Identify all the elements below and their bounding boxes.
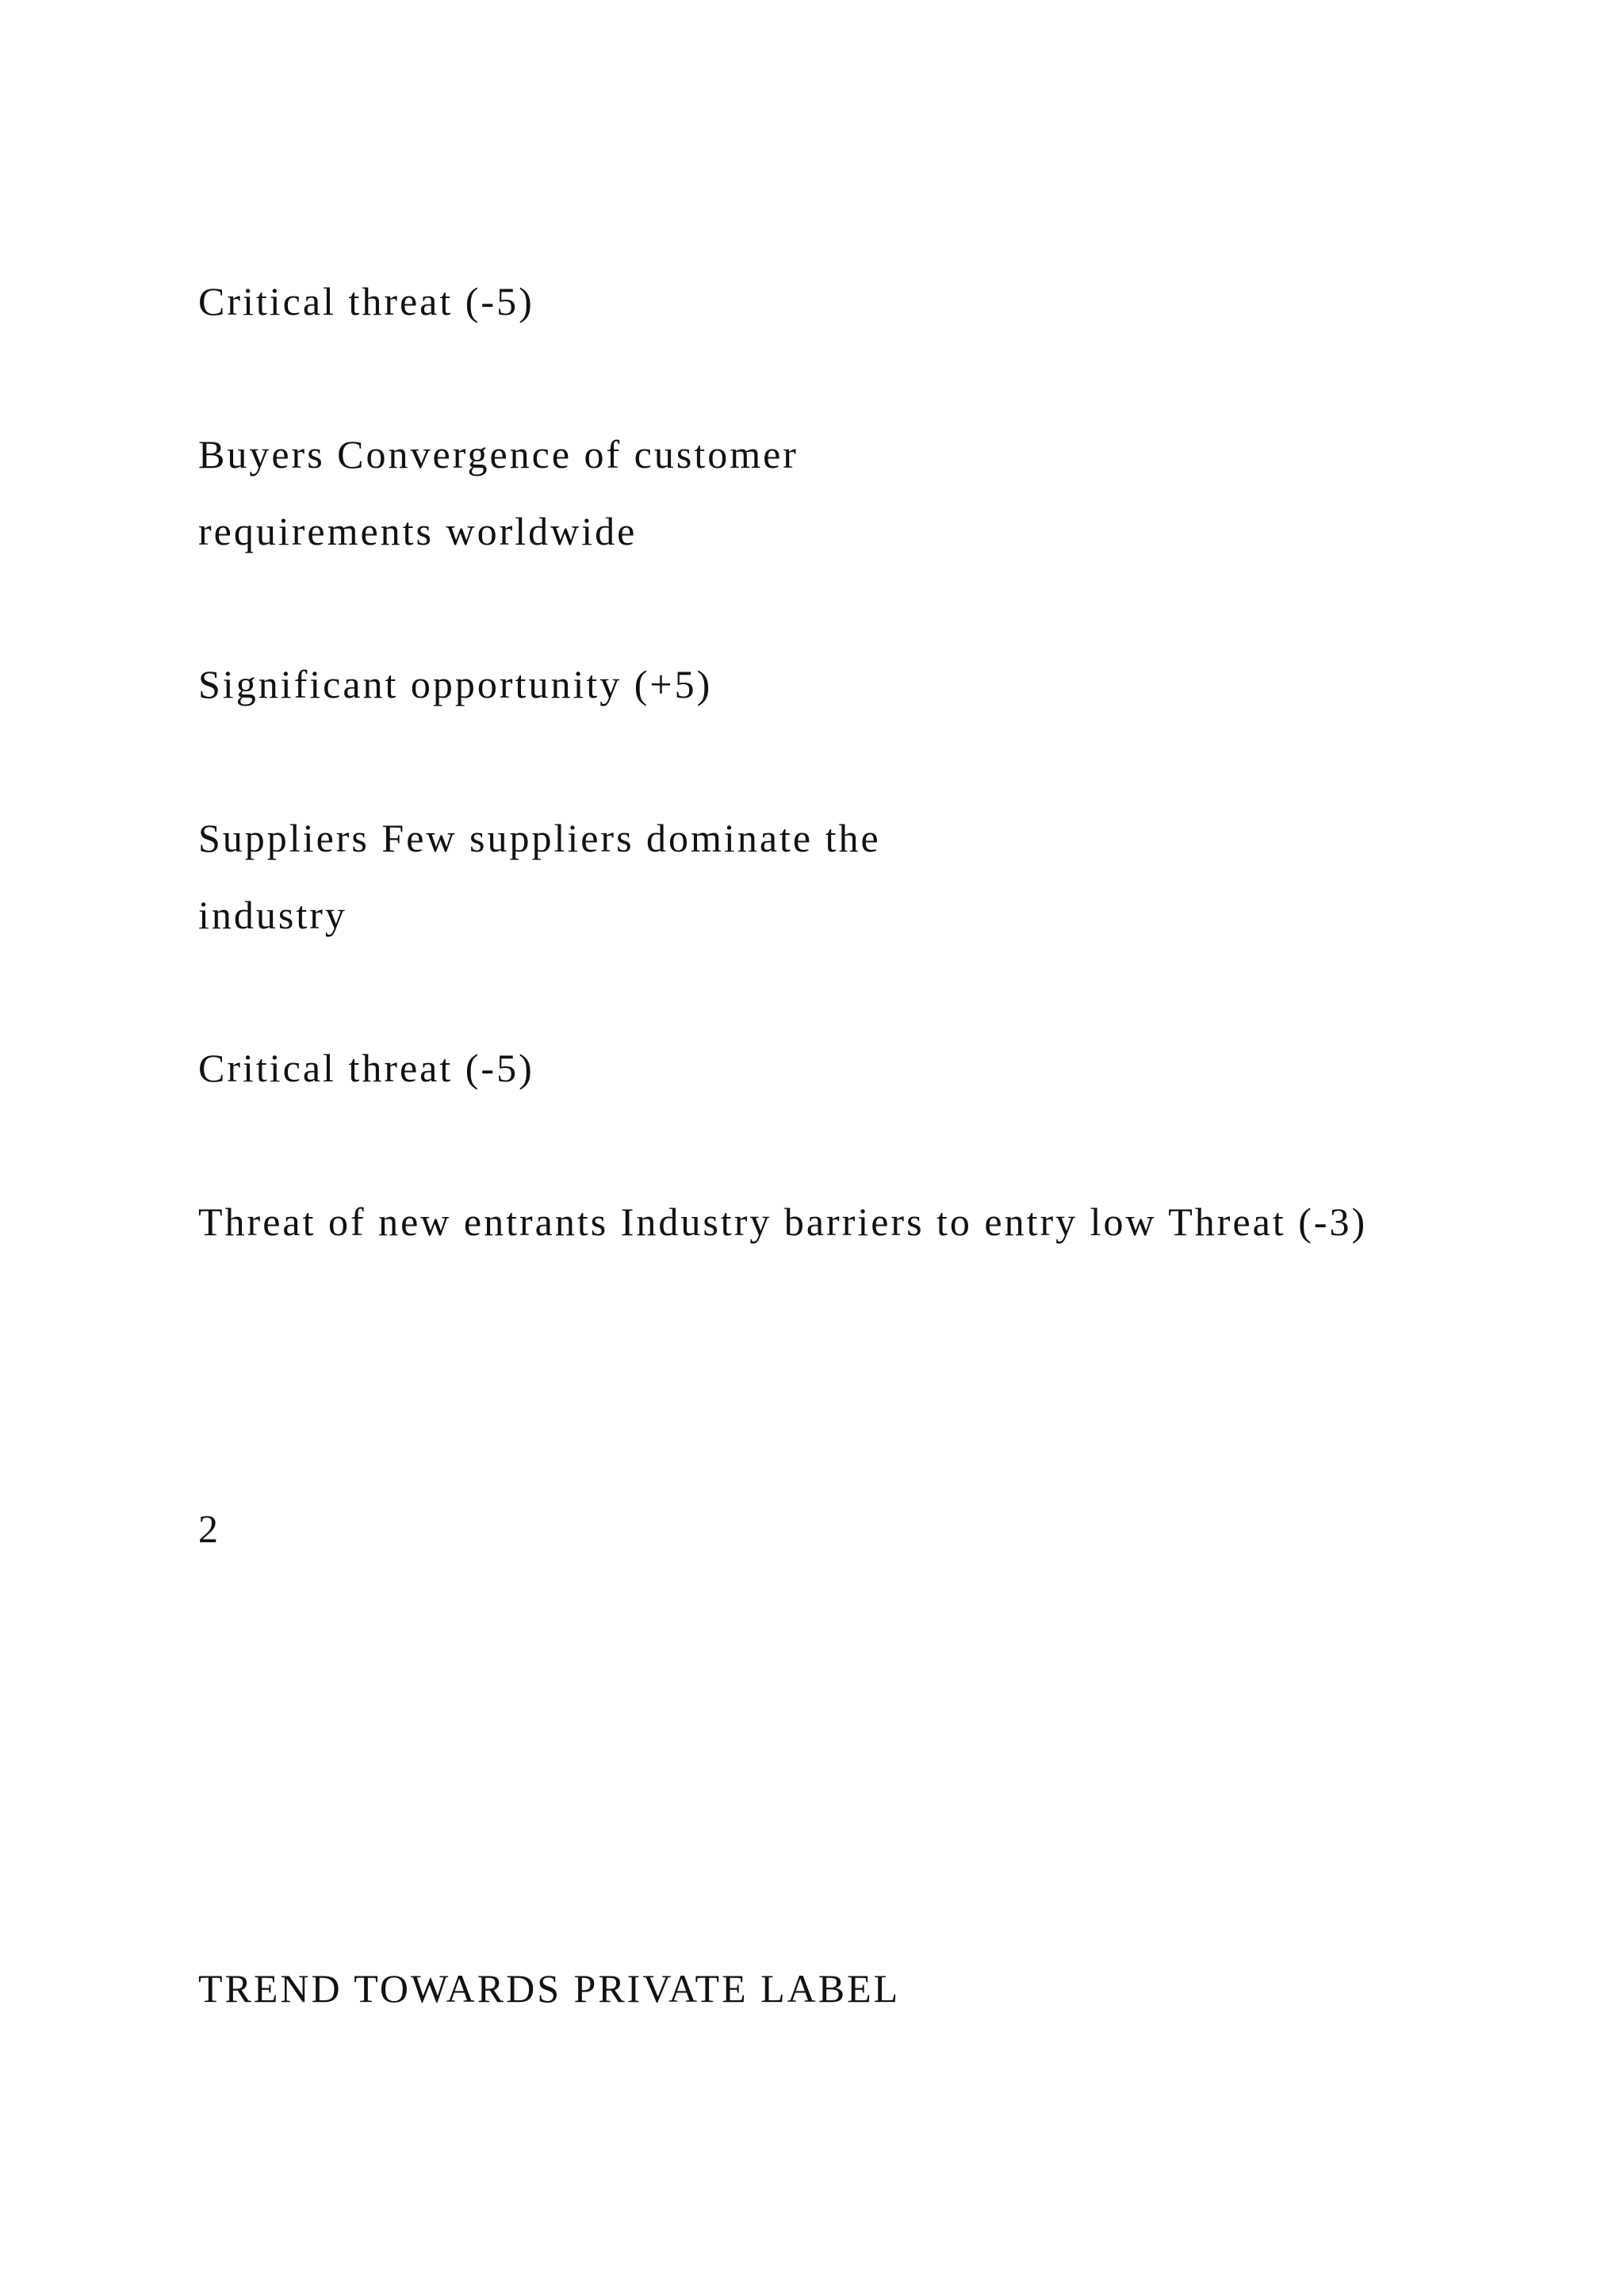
text-line-buyers: Buyers Convergence of customer xyxy=(198,432,799,476)
text-line-suppliers: Suppliers Few suppliers dominate the xyxy=(198,816,881,860)
page-number: 2 xyxy=(198,1506,220,1551)
text-line-industry: industry xyxy=(198,893,347,937)
text-line-threat-of-new-entrants: Threat of new entrants Industry barriers to entry low Threat (-3) xyxy=(198,1200,1368,1244)
text-line-critical-threat-2: Critical threat (-5) xyxy=(198,1046,534,1090)
text-line-significant-opportunity: Significant opportunity (+5) xyxy=(198,662,713,706)
text-line-critical-threat-1: Critical threat (-5) xyxy=(198,279,534,323)
section-heading: TREND TOWARDS PRIVATE LABEL xyxy=(198,1966,901,2011)
text-line-requirements: requirements worldwide xyxy=(198,509,638,553)
